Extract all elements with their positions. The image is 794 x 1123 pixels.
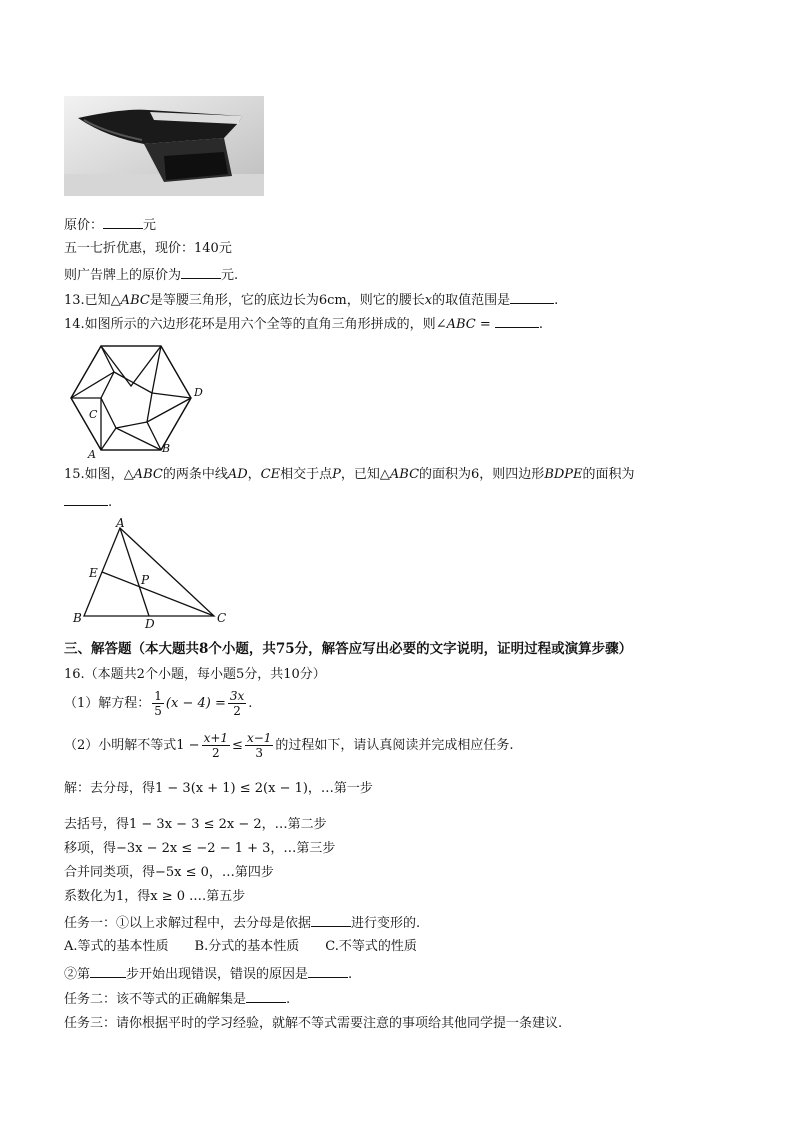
q15-suffix: 的面积为 [582, 467, 635, 482]
question-14 [64, 314, 543, 334]
q15-prefix: 15.如图， [64, 467, 124, 482]
label-b: B [162, 442, 171, 455]
label-c: C [89, 408, 98, 421]
step-5 [64, 888, 245, 906]
q16-part1-label: （1）解方程： [64, 696, 151, 711]
task-2 [64, 989, 290, 1009]
q16-part1-mid: (x − 4) = [165, 696, 226, 711]
option-a: A.等式的基本性质 [64, 939, 169, 954]
fraction-x-plus-1-over-2 [202, 731, 230, 760]
task-2-end: . [286, 992, 291, 1007]
frac-den: 2 [233, 704, 241, 718]
answer-blank [311, 913, 351, 927]
answer-blank [246, 989, 286, 1003]
frac-num: x−1 [246, 731, 272, 745]
task-1-suffix: 进行变形的. [351, 916, 421, 931]
option-c: C.不等式的性质 [325, 939, 417, 954]
q13-middle: 是等腰三角形，它的底边长为6cm，则它的腰长 [149, 293, 425, 308]
glasses-photo [64, 96, 264, 196]
ad-question-suffix: 元. [221, 268, 239, 283]
fraction-one-fifth [152, 689, 164, 718]
q15-mid3: ，已知 [340, 467, 380, 482]
frac-num: 3x [229, 689, 245, 703]
ad-question [64, 265, 238, 285]
q13-var: x [424, 293, 433, 308]
answer-blank [495, 314, 539, 328]
frac-den: 2 [211, 746, 220, 760]
triangle-figure [64, 518, 244, 634]
q16-part2-label: （2）小明解不等式1 − [64, 738, 200, 753]
q16-header [64, 666, 326, 684]
task-1b [64, 964, 352, 984]
discount-text: 五一七折优惠，现价：140元 [64, 241, 232, 256]
answer-blank [90, 964, 126, 978]
q15-ad: AD [227, 467, 248, 482]
q13-prefix: 13.已知 [64, 293, 111, 308]
discount-line [64, 240, 232, 258]
section-3-title [64, 640, 632, 659]
q15-p: P [332, 467, 341, 482]
q16-part2 [64, 730, 514, 762]
q16-part1 [64, 688, 252, 720]
label-p: P [141, 573, 150, 587]
q15-quad: BDPE [544, 467, 583, 482]
le-sign: ≤ [232, 738, 243, 753]
step-1 [64, 780, 373, 798]
section-title: 三、解答题（本大题共8个小题，共75分，解答应写出必要的文字说明，证明过程或演算步骤） [64, 641, 633, 657]
label-d: D [194, 386, 203, 399]
q15-mid2: 相交于点 [280, 467, 333, 482]
task-3-text: 任务三：请你根据平时的学习经验，就解不等式需要注意的事项给其他同学提一条建议. [64, 1016, 563, 1031]
q16-part1-end: . [248, 696, 253, 711]
q14-angle: ∠ABC = [435, 317, 491, 332]
answer-blank [64, 492, 108, 506]
answer-blank [103, 215, 143, 229]
frac-num: x+1 [203, 731, 229, 745]
frac-den: 3 [255, 746, 263, 760]
q13-end: . [554, 293, 559, 308]
label-a: A [116, 518, 125, 530]
q14-prefix: 14.如图所示的六边形花环是用六个全等的直角三角形拼成的，则 [64, 317, 436, 332]
option-b: B.分式的基本性质 [194, 939, 300, 954]
q15-tri2: △ABC [379, 467, 420, 482]
task-1b-prefix: ②第 [64, 967, 91, 982]
task-1-prefix: 任务一：①以上求解过程中，去分母是依据 [64, 916, 312, 931]
label-e: E [89, 566, 98, 580]
question-15 [64, 466, 635, 484]
frac-num: 1 [154, 689, 162, 703]
q15-mid1: 的两条中线 [162, 467, 228, 482]
original-price-label: 原价： [64, 218, 104, 233]
step-2 [64, 816, 327, 834]
answer-blank [308, 964, 348, 978]
step-3 [64, 840, 335, 858]
step-5-text: 系数化为1，得x ≥ 0 .…第五步 [64, 889, 246, 904]
step-1-text: 解：去分母，得1 − 3(x + 1) ≤ 2(x − 1)，…第一步 [64, 781, 373, 796]
label-d: D [145, 617, 155, 630]
q13-suffix: 的取值范围是 [432, 293, 511, 308]
q16-part2-suffix: 的过程如下，请认真阅读并完成相应任务. [275, 738, 514, 753]
task-3 [64, 1015, 562, 1033]
original-price-line [64, 215, 156, 235]
q16-header-text: 16.（本题共2个小题，每小题5分，共10分） [64, 667, 326, 682]
question-13 [64, 290, 558, 310]
hexagon-figure [64, 338, 214, 464]
task-1 [64, 913, 420, 933]
step-2-text: 去括号，得1 − 3x − 3 ≤ 2x − 2，…第二步 [64, 817, 327, 832]
q14-end: . [538, 317, 544, 332]
task-1b-end: . [348, 967, 353, 982]
step-4 [64, 864, 274, 882]
task-1b-mid: 步开始出现错误，错误的原因是 [126, 967, 309, 982]
label-b: B [73, 611, 82, 625]
task-1-options [64, 938, 443, 956]
answer-blank [181, 265, 221, 279]
fraction-3x-over-2 [228, 689, 246, 718]
step-4-text: 合并同类项，得−5x ≤ 0，…第四步 [64, 865, 274, 880]
label-c: C [217, 611, 227, 625]
frac-den: 5 [154, 704, 162, 718]
q13-triangle: △ABC [110, 293, 150, 308]
ad-question-prefix: 则广告牌上的原价为 [64, 268, 182, 283]
q15-ce: CE [260, 467, 281, 482]
price-unit: 元 [143, 218, 157, 233]
task-2-prefix: 任务二：该不等式的正确解集是 [64, 992, 247, 1007]
step-3-text: 移项，得−3x − 2x ≤ −2 − 1 + 3，…第三步 [64, 841, 336, 856]
answer-blank [510, 290, 554, 304]
q15-end: . [108, 495, 113, 510]
label-a: A [88, 448, 96, 460]
q15-tri1: △ABC [123, 467, 163, 482]
q15-mid4: 的面积为6，则四边形 [419, 467, 545, 482]
fraction-x-minus-1-over-3 [245, 731, 273, 760]
question-15-blank-line [64, 492, 112, 512]
q15-sep: ， [247, 467, 261, 482]
